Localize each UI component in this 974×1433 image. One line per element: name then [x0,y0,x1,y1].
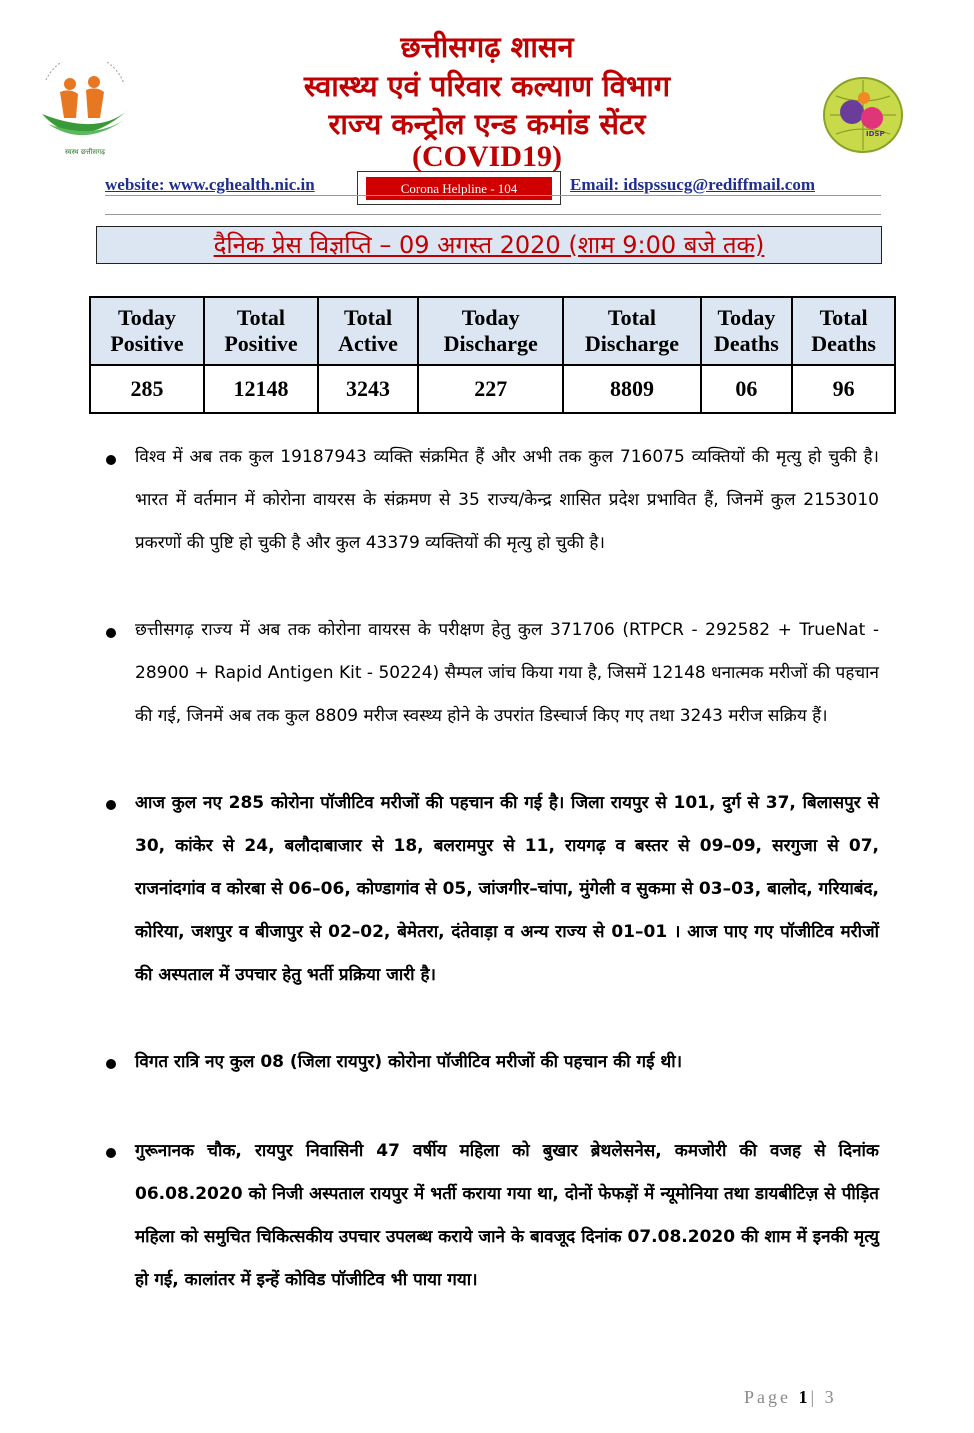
header-total-positive: Total Positive [204,297,318,365]
paragraph-death-report: गुरूनानक चौक, रायपुर निवासिनी 47 वर्षीय महिला को बुखार ब्रेथलेसनेस, कमजोरी की वजह से दिनांक 06.08.2020 को निजी अस्पताल रायपुर में भर्ती कराया गया था, दोनों फेफड़ों में न्यूमोनिया तथा डायबीटिज़ से पीड़ित महिला को समुचित चिकित्सकीय उपचार उपलब्ध कराये जाने के बावजूद दिनांक 07.08.2020 की शाम में इनकी मृत्यु हो गई, कालांतर में इन्हें कोविड पॉजीटिव भी पाया गया। [135,1141,879,1290]
press-release-title-box [96,226,882,264]
header-line-state-government: छत्तीसगढ़ शासन [400,30,574,64]
bullet-marker [106,800,116,810]
swasth-chhattisgarh-logo [38,62,132,162]
stats-value-row [90,365,895,413]
value-total-positive: 12148 [204,365,318,413]
right-logo-text: IDSP [866,130,885,138]
bullet-marker [106,1059,116,1069]
website-link[interactable]: website: www.cghealth.nic.in [105,175,315,194]
idsp-logo [822,76,904,154]
header-today-deaths: Today Deaths [701,297,793,365]
header-today-discharge: Today Discharge [418,297,563,365]
paragraph-today-district-cases: आज कुल नए 285 कोरोना पॉजीटिव मरीजों की पहचान की गई है। जिला रायपुर से 101, दुर्ग से 37, बिलासपुर से 30, कांकेर से 24, बलौदाबाजार से 18, बलरामपुर से 11, रायगढ़ व बस्तर से 09–09, सरगुजा से 07, राजनांदगांव व कोरबा से 06–06, कोण्डागांव से 05, जांजगीर–चांपा, मुंगेली व सुकमा से 03–03, बालोद, गरियाबंद, कोरिया, जशपुर व बीजापुर से 02–02, बेमेतरा, दंतेवाड़ा व अन्य राज्य से 01–01 । आज पाए गए पॉजीटिव मरीजों की अस्पताल में उपचार हेतु भर्ती प्रक्रिया जारी है। [135,793,879,985]
covid-stats-table [89,296,896,414]
header-total-active: Total Active [318,297,418,365]
value-total-discharge: 8809 [563,365,700,413]
bullet-marker [106,628,116,638]
page-number-footer [744,1387,837,1408]
footer-page-total: | 3 [810,1387,837,1407]
stats-header-row [90,297,895,365]
value-total-active: 3243 [318,365,418,413]
press-release-title: दैनिक प्रेस विज्ञप्ति – 09 अगस्त 2020 (शाम 9:00 बजे तक) [213,231,765,259]
value-today-positive: 285 [90,365,204,413]
value-today-discharge: 227 [418,365,563,413]
bullet-marker [106,1148,116,1158]
bullet-marker [106,455,116,465]
paragraph-state-testing: छत्तीसगढ़ राज्य में अब तक कोरोना वायरस के परीक्षण हेतु कुल 371706 (RTPCR - 292582 + TrueNat - 28900 + Rapid Antigen Kit - 50224) सैम्पल जांच किया गया है, जिसमें 12148 धनात्मक मरीजों की पहचान की गई, जिनमें अब तक कुल 8809 मरीज स्वस्थ्य होने के उपरांत डिस्चार्ज किए गए तथा 3243 मरीज सक्रिय हैं। [135,620,879,726]
header-today-positive: Today Positive [90,297,204,365]
value-today-deaths: 06 [701,365,793,413]
header-divider [105,195,881,196]
header-divider-lower [105,214,881,215]
value-total-deaths: 96 [792,365,895,413]
header-total-discharge: Total Discharge [563,297,700,365]
header-line-command-center: राज्य कन्ट्रोल एन्ड कमांड सेंटर [328,107,646,141]
header-total-deaths: Total Deaths [792,297,895,365]
left-logo-caption: स्वस्थ छत्तीसगढ़ [64,148,106,156]
corona-helpline-badge: Corona Helpline - 104 [366,177,552,200]
paragraph-world-india-status: विश्व में अब तक कुल 19187943 व्यक्ति संक्रमित हैं और अभी तक कुल 716075 व्यक्तियों की मृत्यु हो चुकी है। भारत में वर्तमान में कोरोना वायरस के संक्रमण से 35 राज्य/केन्द्र शासित प्रदेश प्रभावित हैं, जिनमें कुल 2153010 प्रकरणों की पुष्टि हो चुकी है और कुल 43379 व्यक्तियों की मृत्यु हो चुकी है। [135,447,879,553]
footer-page-number: 1 [798,1387,811,1407]
footer-page-word: Page [744,1387,791,1407]
header-line-covid19: (COVID19) [412,140,562,173]
header-line-department: स्वास्थ्य एवं परिवार कल्याण विभाग [303,69,671,103]
email-link[interactable]: Email: idspssucg@rediffmail.com [570,175,815,194]
paragraph-previous-night-cases: विगत रात्रि नए कुल 08 (जिला रायपुर) कोरोना पॉजीटिव मरीजों की पहचान की गई थी। [135,1052,683,1072]
helpline-box [357,171,561,205]
